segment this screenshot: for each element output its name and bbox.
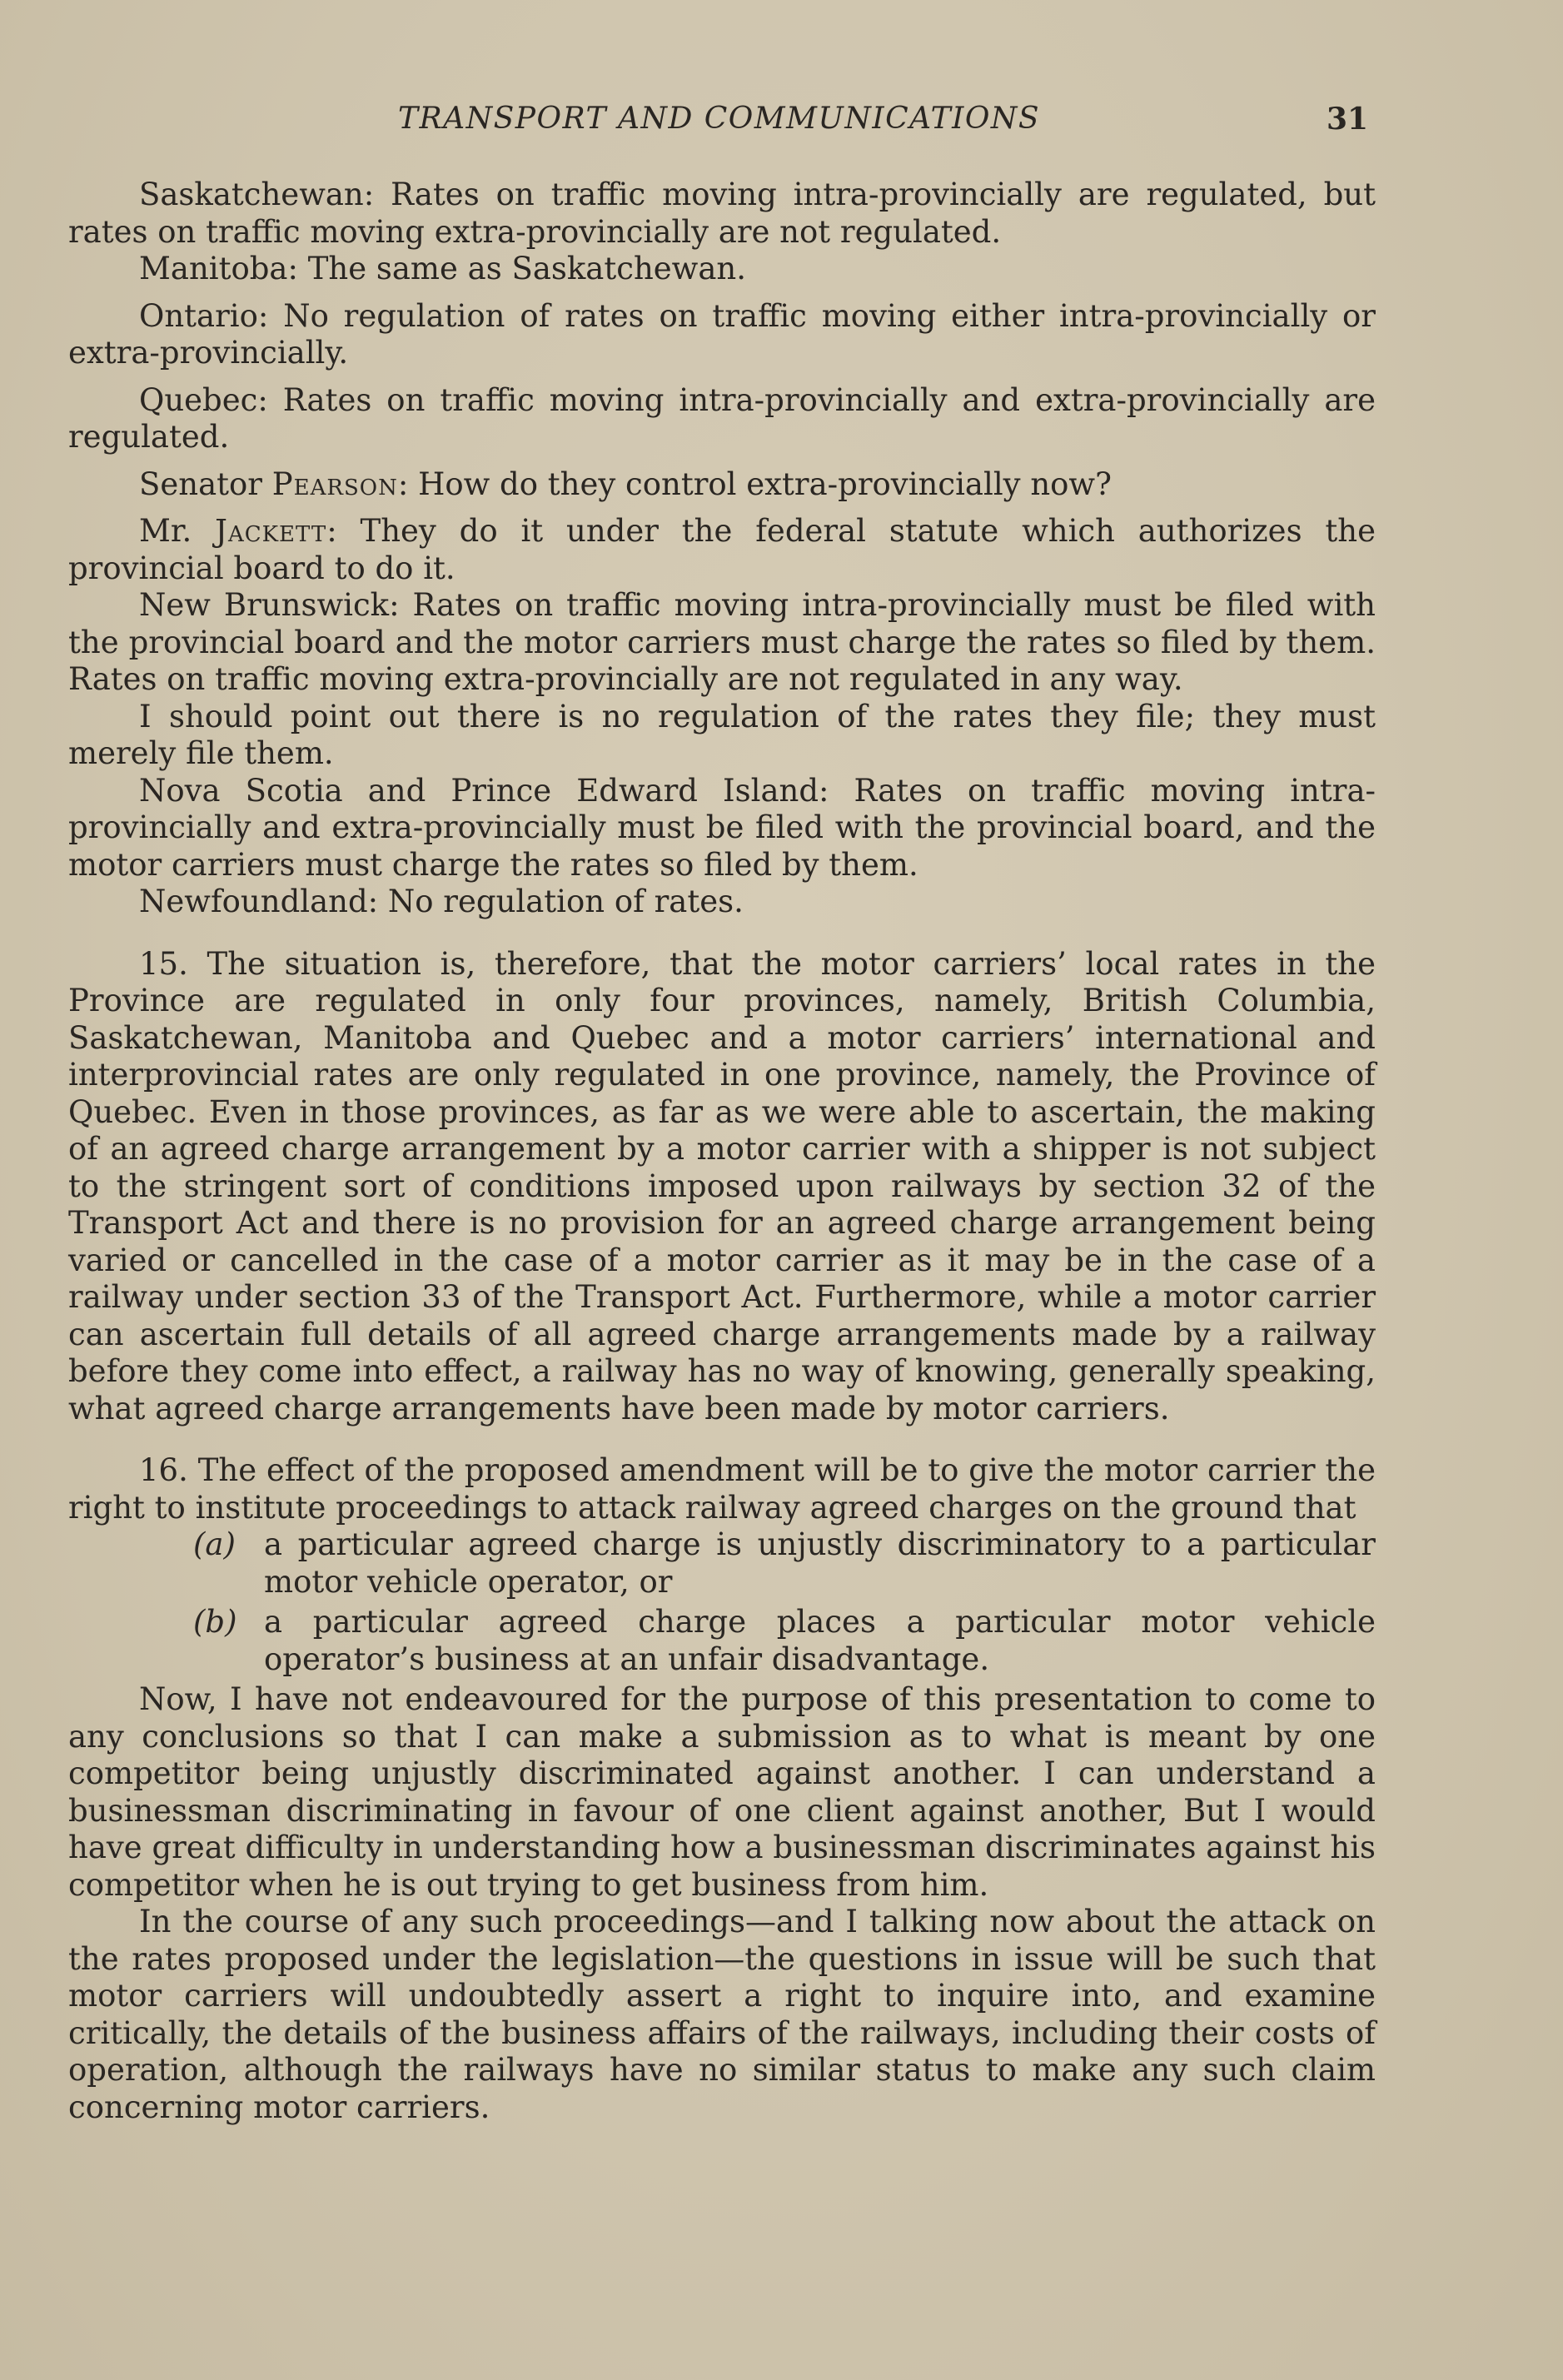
- paragraph-newfoundland: Newfoundland: No regulation of rates.: [139, 884, 744, 919]
- list-label-a: (a): [193, 1526, 236, 1562]
- page-body: [68, 177, 1376, 2126]
- page-header: [0, 102, 1563, 143]
- paragraph-manitoba: Manitoba: The same as Saskatchewan.: [139, 251, 746, 286]
- paragraph-quebec: Quebec: Rates on traffic moving intra-provincially and extra-provincially are regulated.: [68, 381, 1376, 455]
- paragraph-new-brunswick: New Brunswick: Rates on traffic moving intra-provincially must be filed with the provincial board and the motor carriers must charge the rates so filed by them. Rates on traffic moving extra-provincially are not regulated in any way.: [68, 587, 1376, 697]
- paragraph-ontario: Ontario: No regulation of rates on traffic moving either intra-provincially or extra-provincially.: [68, 297, 1376, 371]
- speaker-text: : How do they control extra-provincially now?: [397, 466, 1112, 502]
- paragraph-16: 16. The effect of the proposed amendment will be to give the motor carrier the right to institute proceedings to attack railway agreed charges on the ground that: [68, 1452, 1376, 1526]
- list-label-b: (b): [193, 1604, 237, 1640]
- list-item-a: [68, 1526, 1376, 1601]
- paragraph-15: 15. The situation is, therefore, that the motor carriers’ local rates in the Province are regulated in only four provinces, namely, British Columbia, Saskatchewan, Manitoba and Quebec and a motor carriers’ international and interprovincial rates are only regulated in one province, namely, the Province of Quebec. Even in those provinces, as far as we were able to ascertain, the making of an agreed charge arrangement by a motor carrier with a shipper is not subject to the stringent sort of conditions imposed upon railways by section 32 of the Transport Act and there is no provision for an agreed charge arrangement being varied or cancelled in the case of a motor carrier as it may be in the case of a railway under section 33 of the Transport Act. Furthermore, while a motor carrier can ascertain full details of all agreed charge arrangements made by a railway before they come into effect, a railway has no way of knowing, generally speaking, what agreed charge arrangements have been made by motor carriers.: [68, 945, 1376, 1427]
- paragraph-filing-note: I should point out there is no regulation of the rates they file; they must merely file them.: [68, 698, 1376, 771]
- page-number: 31: [1327, 102, 1369, 137]
- list-text-b: a particular agreed charge places a particular motor vehicle operator’s business at an unfair disadvantage.: [264, 1604, 1376, 1677]
- speaker-prefix: Senator: [139, 466, 272, 502]
- paragraph-saskatchewan: Saskatchewan: Rates on traffic moving intra-provincially are regulated, but rates on traffic moving extra-provincially are not regulated.: [68, 177, 1376, 250]
- paragraph-proceedings: In the course of any such proceedings—and I talking now about the attack on the rates proposed under the legislation—the questions in issue will be such that motor carriers will undoubtedly assert a right to inquire into, and examine critically, the details of the business affairs of the railways, including their costs of operation, although the railways have no similar status to make any such claim concerning motor carriers.: [68, 1904, 1376, 2125]
- speaker-name: Jackett: [215, 513, 327, 549]
- paragraph-senator-pearson: [68, 466, 1376, 504]
- running-title: TRANSPORT AND COMMUNICATIONS: [398, 102, 1041, 136]
- list-text-a: a particular agreed charge is unjustly discriminatory to a particular motor vehicle operator, or: [264, 1526, 1376, 1600]
- speaker-prefix: Mr.: [139, 513, 216, 549]
- speaker-name: Pearson: [271, 466, 398, 502]
- paragraph-nova-scotia-pei: Nova Scotia and Prince Edward Island: Rates on traffic moving intra-provincially and extra-provincially must be filed with the provincial board, and the motor carriers must charge the rates so filed by them.: [68, 772, 1376, 883]
- paragraph-mr-jackett: [68, 513, 1376, 587]
- list-item-b: [68, 1604, 1376, 1678]
- speaker-text: : They do it under the federal statute which authorizes the provincial board to do it.: [68, 513, 1376, 586]
- paragraph-discrimination: Now, I have not endeavoured for the purpose of this presentation to come to any conclusions so that I can make a submission as to what is meant by one competitor being unjustly discriminated against another. I can understand a businessman discriminating in favour of one client against another, But I would have great difficulty in understanding how a businessman discriminates against his competitor when he is out trying to get business from him.: [68, 1681, 1376, 1903]
